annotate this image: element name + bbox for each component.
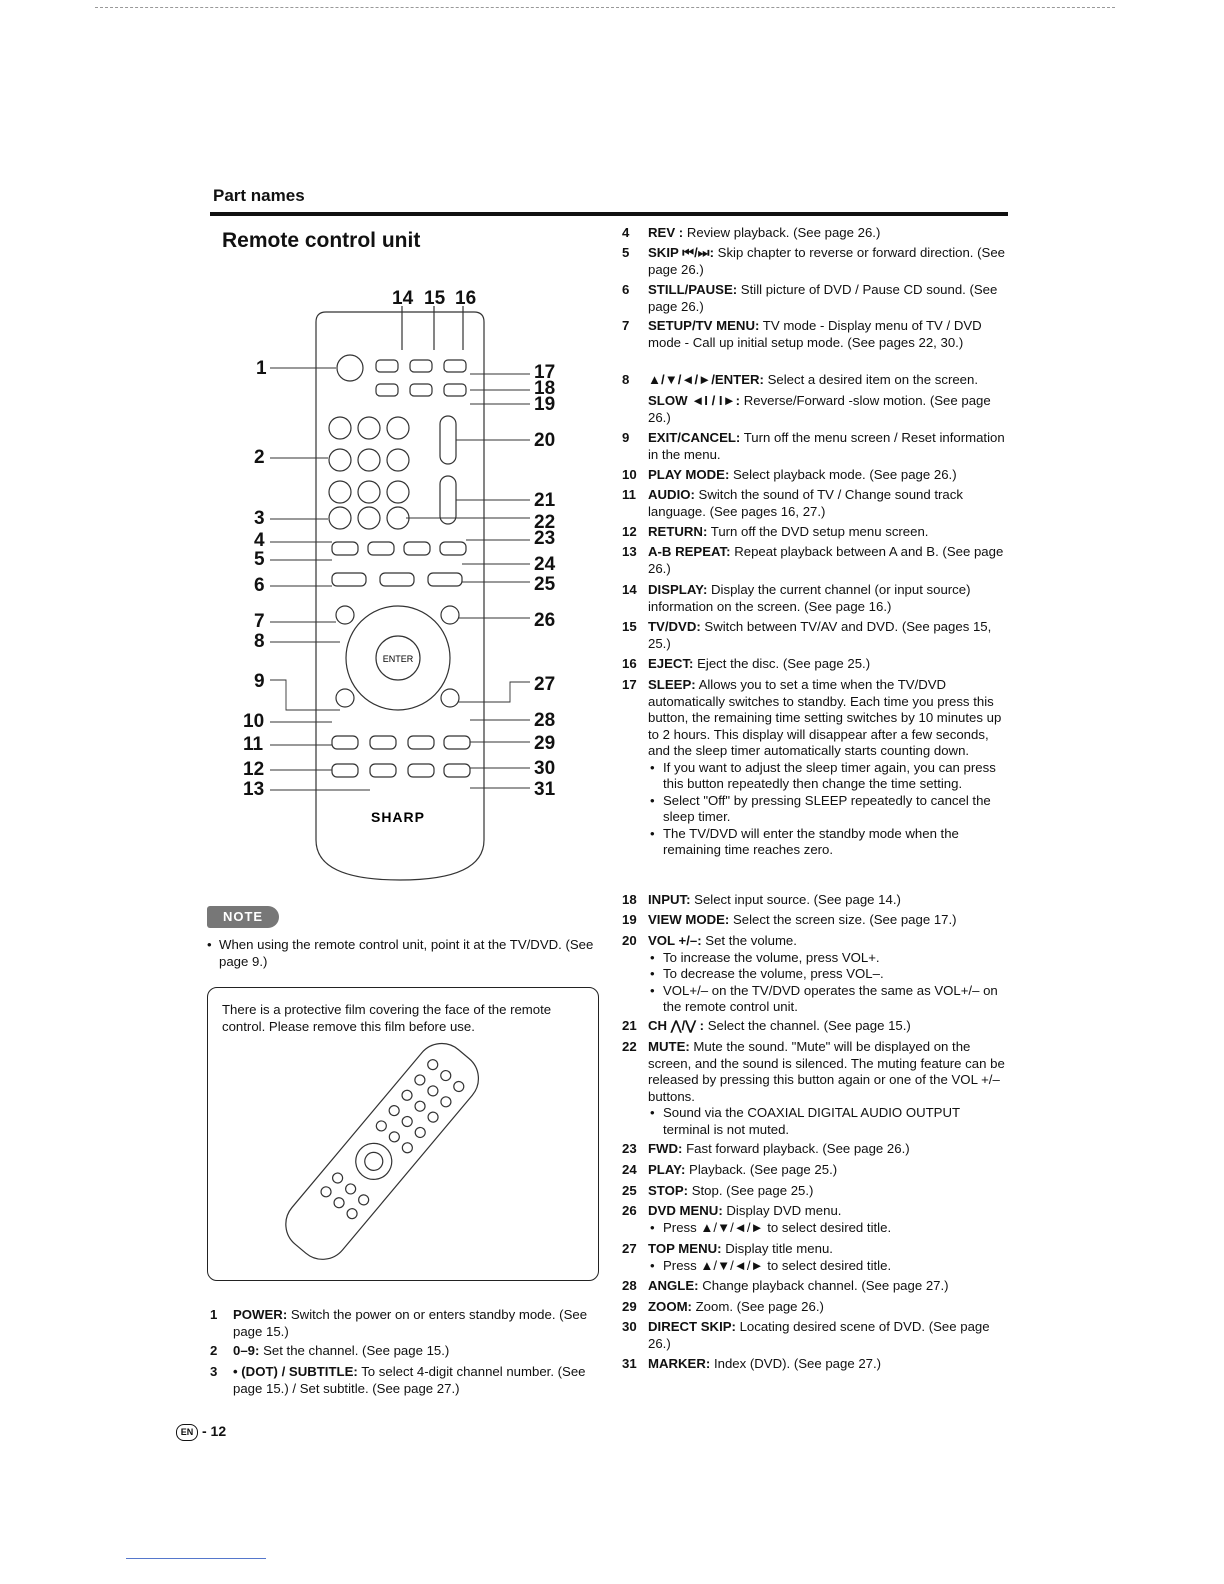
item-description: Locating desired scene of DVD. (See page 26.) <box>648 1319 990 1351</box>
item-description: Display title menu. <box>721 1241 833 1256</box>
callout-12: 12 <box>243 759 265 780</box>
language-badge: EN <box>176 1424 198 1441</box>
item-text <box>648 619 1010 652</box>
item-number: 29 <box>622 1299 637 1314</box>
item-description: Display the current channel (or input source) information on the screen. (See page 16.) <box>648 582 971 614</box>
item-text <box>648 892 1010 909</box>
bottom-line <box>126 1558 266 1559</box>
callout-13: 13 <box>243 779 265 800</box>
item-description: Switch the power on or enters standby mode. (See page 15.) <box>233 1307 588 1339</box>
note-bullet: • When using the remote control unit, point it at the TV/DVD. (See page 9.) <box>207 937 594 969</box>
item-label: EXIT/CANCEL: <box>648 430 741 445</box>
item-number: 6 <box>622 282 630 297</box>
item-number: 1 <box>210 1307 218 1322</box>
callout-14: 14 <box>392 288 414 309</box>
item-description: Eject the disc. (See page 25.) <box>693 656 871 671</box>
item-label: REV : <box>648 225 684 240</box>
item-label: AUDIO: <box>648 487 695 502</box>
callout-3: 3 <box>254 508 265 529</box>
item-text <box>648 933 1010 1016</box>
item-description: Stop. (See page 25.) <box>688 1183 814 1198</box>
item-description: Skip chapter to reverse or forward direction. (See page 26.) <box>648 245 1005 277</box>
item-text <box>648 225 1010 242</box>
callout-17: 17 <box>534 362 556 383</box>
item-description: Set the volume. <box>701 933 797 948</box>
item-text <box>648 467 1010 484</box>
item-text <box>233 1307 598 1340</box>
item-description: Index (DVD). (See page 27.) <box>710 1356 882 1371</box>
item-number: 20 <box>622 933 637 948</box>
item-number: 18 <box>622 892 637 907</box>
item-number: 27 <box>622 1241 637 1256</box>
item-description: Select the channel. (See page 15.) <box>704 1018 911 1033</box>
note-badge: NOTE <box>207 906 279 928</box>
item-bullet: • To increase the volume, press VOL+. <box>648 950 1010 967</box>
item-text <box>648 1018 1010 1035</box>
item-label: SLOW ◄I / I►: <box>648 393 741 408</box>
item-number: 2 <box>210 1343 218 1358</box>
item-label: DISPLAY: <box>648 582 708 597</box>
item-text <box>648 372 1010 389</box>
callout-20: 20 <box>534 430 556 451</box>
item-description: Display DVD menu. <box>722 1203 842 1218</box>
callout-26: 26 <box>534 610 556 631</box>
item-label: ▲/▼/◄/►/ENTER: <box>648 372 764 387</box>
item-number: 8 <box>622 372 630 387</box>
item-text <box>648 582 1010 615</box>
callout-15: 15 <box>424 288 446 309</box>
item-label: PLAY MODE: <box>648 467 730 482</box>
item-text <box>648 1203 1010 1236</box>
item-text <box>648 393 1010 426</box>
item-description: Turn off the menu screen / Reset information in the menu. <box>648 430 1005 462</box>
item-bullet: • Press ▲/▼/◄/► to select desired title. <box>648 1258 1010 1275</box>
enter-label: ENTER <box>382 654 414 664</box>
item-number: 31 <box>622 1356 637 1371</box>
item-label: TV/DVD: <box>648 619 701 634</box>
item-text <box>648 1141 1010 1158</box>
item-bullet: • If you want to adjust the sleep timer again, you can press this button repeatedly then change the time setting. <box>648 760 1010 793</box>
item-text <box>648 544 1010 577</box>
item-text <box>648 1183 1010 1200</box>
callout-22: 22 <box>534 512 556 533</box>
item-number: 26 <box>622 1203 637 1218</box>
item-text <box>648 677 1010 859</box>
callout-7: 7 <box>254 611 265 632</box>
item-text <box>648 1278 1010 1295</box>
item-text <box>648 487 1010 520</box>
item-description: Select playback mode. (See page 26.) <box>729 467 957 482</box>
callout-2: 2 <box>254 447 265 468</box>
item-bullet: • The TV/DVD will enter the standby mode when the remaining time reaches zero. <box>648 826 1010 859</box>
item-description: To select 4-digit channel number. (See page 15.) / Set subtitle. (See page 27.) <box>233 1364 586 1396</box>
item-label: DVD MENU: <box>648 1203 723 1218</box>
callout-9: 9 <box>254 671 265 692</box>
callout-31: 31 <box>534 779 556 800</box>
item-label: CH ⋀/⋁ : <box>648 1018 705 1033</box>
callout-6: 6 <box>254 575 265 596</box>
callout-4: 4 <box>254 530 265 551</box>
brand-logo: SHARP <box>370 809 426 825</box>
item-label: • (DOT) / SUBTITLE: <box>233 1364 358 1379</box>
remote-diagram <box>230 280 570 890</box>
callout-28: 28 <box>534 710 556 731</box>
item-label: POWER: <box>233 1307 288 1322</box>
item-number: 13 <box>622 544 637 559</box>
item-description: Select the screen size. (See page 17.) <box>729 912 957 927</box>
item-number: 22 <box>622 1039 637 1054</box>
item-label: ZOOM: <box>648 1299 692 1314</box>
item-description: Reverse/Forward -slow motion. (See page 26.) <box>648 393 991 425</box>
item-label: 0–9: <box>233 1343 260 1358</box>
item-description: Zoom. (See page 26.) <box>691 1299 824 1314</box>
section-title: Part names <box>213 186 305 205</box>
callout-24: 24 <box>534 554 556 575</box>
item-number: 17 <box>622 677 637 692</box>
item-label: SETUP/TV MENU: <box>648 318 760 333</box>
item-label: STILL/PAUSE: <box>648 282 738 297</box>
item-number: 28 <box>622 1278 637 1293</box>
item-description: Change playback channel. (See page 27.) <box>698 1278 949 1293</box>
page-number: - 12 <box>202 1423 227 1439</box>
callout-25: 25 <box>534 574 556 595</box>
item-text <box>648 1319 1010 1352</box>
item-description: Switch the sound of TV / Change sound track language. (See pages 16, 27.) <box>648 487 963 519</box>
page-title: Remote control unit <box>222 229 421 252</box>
item-description: Select a desired item on the screen. <box>763 372 978 387</box>
item-description: Repeat playback between A and B. (See page 26.) <box>648 544 1004 576</box>
item-description: Allows you to set a time when the TV/DVD automatically switches to standby. Each time you press this button, the remaining time setting switches by 10 minutes up to 2 hours. This display will disappear after a few seconds, and the sleep timer automatically starts counting down. <box>648 677 1002 758</box>
callout-8: 8 <box>254 631 265 652</box>
item-number: 11 <box>622 487 636 502</box>
item-description: Playback. (See page 25.) <box>685 1162 838 1177</box>
item-text <box>233 1364 598 1397</box>
callout-10: 10 <box>243 711 265 732</box>
callout-21: 21 <box>534 490 556 511</box>
item-label: EJECT: <box>648 656 694 671</box>
item-text <box>648 1241 1010 1274</box>
item-label: MARKER: <box>648 1356 711 1371</box>
item-number: 7 <box>622 318 630 333</box>
section-rule <box>210 212 1008 216</box>
item-text <box>648 656 1010 673</box>
top-dashed-line <box>95 7 1115 8</box>
item-number: 19 <box>622 912 637 927</box>
callout-5: 5 <box>254 549 265 570</box>
item-description: Review playback. (See page 26.) <box>683 225 881 240</box>
item-description: Switch between TV/AV and DVD. (See pages 15, 25.) <box>648 619 992 651</box>
item-number: 4 <box>622 225 630 240</box>
item-label: RETURN: <box>648 524 708 539</box>
item-text <box>648 1356 1010 1373</box>
item-number: 14 <box>622 582 637 597</box>
callout-30: 30 <box>534 758 556 779</box>
item-bullet: • VOL+/– on the TV/DVD operates the same as VOL+/– on the remote control unit. <box>648 983 1010 1016</box>
item-label: SKIP ⏮/⏭: <box>648 245 714 260</box>
item-label: FWD: <box>648 1141 683 1156</box>
callout-23: 23 <box>534 528 556 549</box>
callout-19: 19 <box>534 394 556 415</box>
item-number: 21 <box>622 1018 637 1033</box>
item-text <box>648 430 1010 463</box>
callout-16: 16 <box>455 288 477 309</box>
item-text <box>648 318 1010 351</box>
item-number: 5 <box>622 245 630 260</box>
item-bullet: • To decrease the volume, press VOL–. <box>648 966 1010 983</box>
item-description: Set the channel. (See page 15.) <box>259 1343 450 1358</box>
item-label: INPUT: <box>648 892 691 907</box>
item-number: 10 <box>622 467 637 482</box>
film-notice-text: There is a protective film covering the face of the remote control. Please remove this film before use. <box>222 1002 552 1034</box>
item-text <box>233 1343 598 1360</box>
item-label: DIRECT SKIP: <box>648 1319 736 1334</box>
item-text <box>648 912 1010 929</box>
item-label: TOP MENU: <box>648 1241 722 1256</box>
item-label: SLEEP: <box>648 677 696 692</box>
item-description: Mute the sound. "Mute" will be displayed on the screen, and the sound is silenced. The muting feature can be released by pressing this button again or one of the VOL +/– buttons. <box>648 1039 1005 1104</box>
item-label: VOL +/–: <box>648 933 702 948</box>
item-label: PLAY: <box>648 1162 686 1177</box>
item-bullet: • Select "Off" by pressing SLEEP repeatedly to cancel the sleep timer. <box>648 793 1010 826</box>
item-number: 16 <box>622 656 637 671</box>
callout-27: 27 <box>534 674 556 695</box>
item-number: 23 <box>622 1141 637 1156</box>
item-text <box>648 1039 1010 1138</box>
item-text <box>648 282 1010 315</box>
callout-11: 11 <box>243 734 264 755</box>
item-description: Fast forward playback. (See page 26.) <box>682 1141 910 1156</box>
item-label: STOP: <box>648 1183 689 1198</box>
item-number: 15 <box>622 619 637 634</box>
item-number: 12 <box>622 524 637 539</box>
item-text <box>648 245 1010 278</box>
remote-film-illustration <box>262 1032 502 1267</box>
item-text <box>648 1162 1010 1179</box>
item-description: Turn off the DVD setup menu screen. <box>707 524 929 539</box>
item-text <box>648 1299 1010 1316</box>
item-description: TV mode - Display menu of TV / DVD mode - Call up initial setup mode. (See pages 22, 30.) <box>648 318 982 350</box>
item-label: A-B REPEAT: <box>648 544 731 559</box>
item-number: 3 <box>210 1364 218 1379</box>
item-description: Still picture of DVD / Pause CD sound. (See page 26.) <box>648 282 998 314</box>
item-number: 25 <box>622 1183 637 1198</box>
callout-29: 29 <box>534 733 556 754</box>
item-label: MUTE: <box>648 1039 690 1054</box>
item-bullet: • Sound via the COAXIAL DIGITAL AUDIO OUTPUT terminal is not muted. <box>648 1105 1010 1138</box>
callout-18: 18 <box>534 378 556 399</box>
item-label: ANGLE: <box>648 1278 699 1293</box>
item-number: 30 <box>622 1319 637 1334</box>
item-bullet: • Press ▲/▼/◄/► to select desired title. <box>648 1220 1010 1237</box>
callout-1: 1 <box>256 358 267 379</box>
item-text <box>648 524 1010 541</box>
item-description: Select input source. (See page 14.) <box>690 892 901 907</box>
page-footer <box>176 1423 226 1441</box>
item-number: 9 <box>622 430 630 445</box>
item-label: VIEW MODE: <box>648 912 730 927</box>
item-number: 24 <box>622 1162 637 1177</box>
